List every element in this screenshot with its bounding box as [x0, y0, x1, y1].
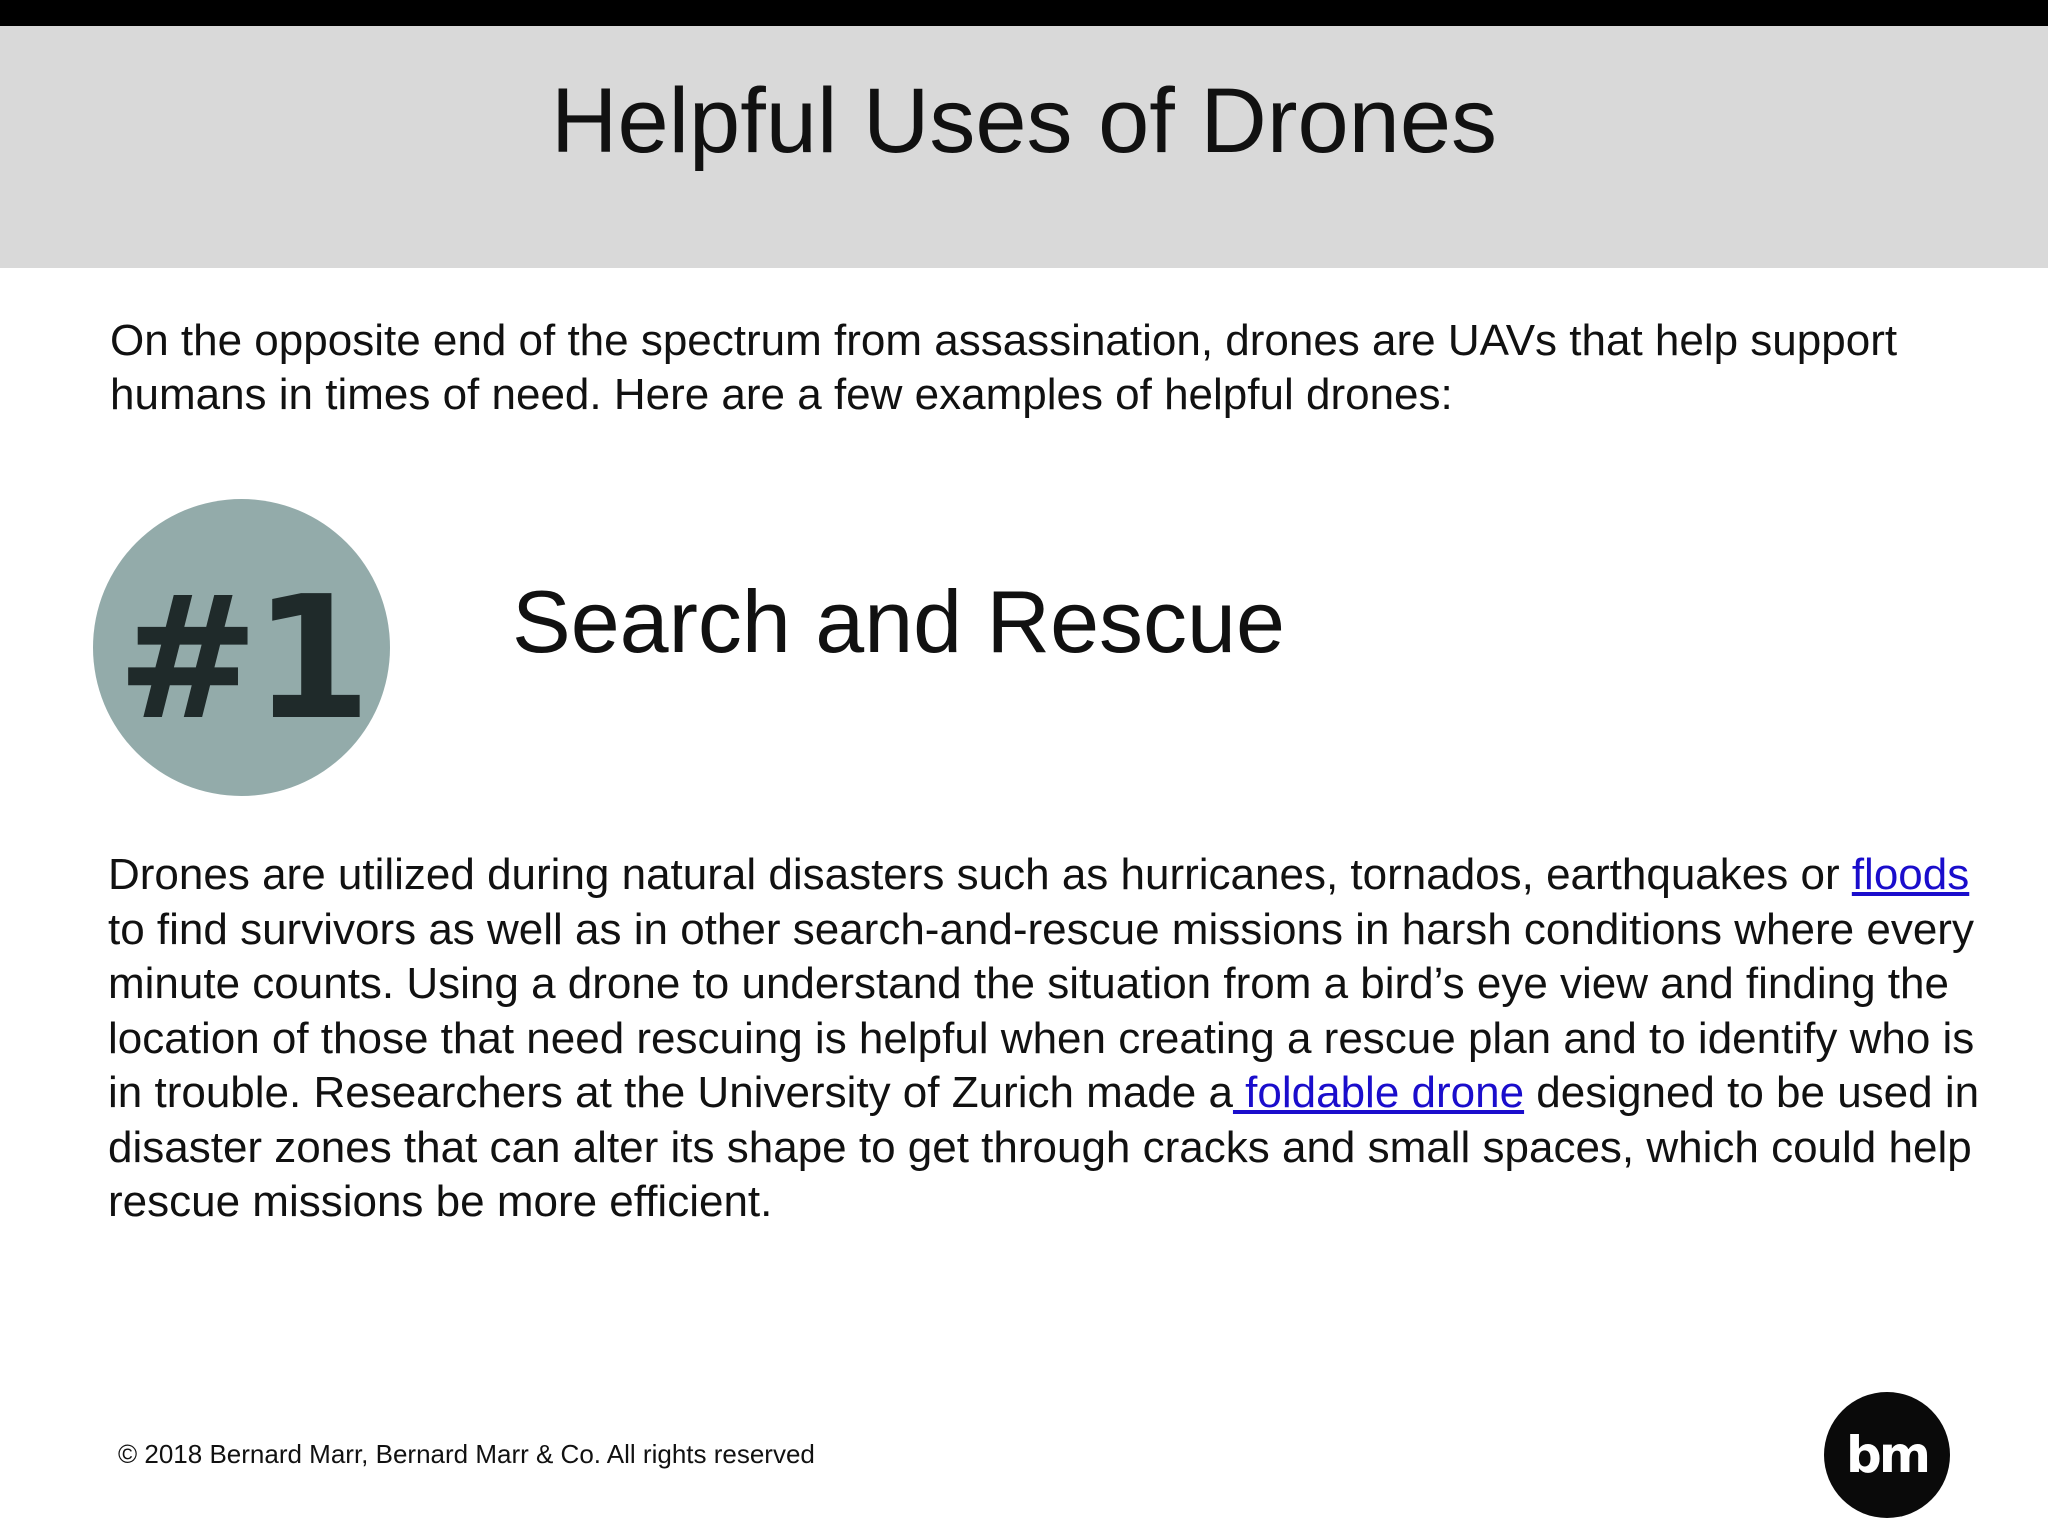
badge-label: #1	[116, 560, 366, 758]
section-heading: Search and Rescue	[512, 572, 1285, 671]
logo-text: bm	[1846, 1426, 1928, 1484]
body-text-part-1: Drones are utilized during natural disasters such as hurricanes, tornados, earthquakes or	[108, 850, 1852, 899]
floods-link[interactable]: floods	[1851, 850, 1970, 899]
foldable-drone-link[interactable]: foldable drone	[1232, 1068, 1525, 1117]
copyright-footer: © 2018 Bernard Marr, Bernard Marr & Co. All rights reserved	[118, 1439, 815, 1469]
body-paragraph	[108, 848, 2008, 1230]
top-bar	[0, 0, 2048, 26]
body-text-part-3: designed to be used in disaster zones that can alter its shape to get through cracks and small spaces, which could help rescue missions be more efficient.	[108, 1068, 1980, 1226]
body-text-part-2: to find survivors as well as in other search-and-rescue missions in harsh conditions where every minute counts. Using a drone to understand the situation from a bird’s eye view and finding the location of those that need rescuing is helpful when creating a rescue plan and to identify who is in trouble. Researchers at the University of Zurich made a	[108, 904, 1975, 1117]
number-one-badge-icon	[93, 499, 390, 796]
slide-title: Helpful Uses of Drones	[551, 70, 1497, 172]
intro-paragraph: On the opposite end of the spectrum from assassination, drones are UAVs that help support humans in times of need. Here are a few examples of helpful drones:	[110, 316, 1898, 419]
bm-logo-icon	[1824, 1392, 1950, 1518]
